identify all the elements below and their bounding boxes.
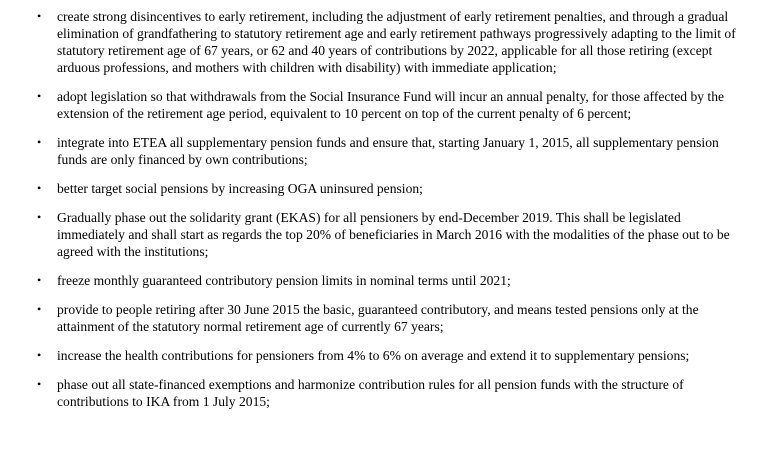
bullet-marker: • [37,273,42,287]
bullet-marker: • [37,377,42,391]
bullet-text: Gradually phase out the solidarity grant (EKAS) for all pensioners by end-December 2019. This shall be legislated immediately and shall start as regards the top 20% of beneficiaries in March 2016 with the modalities of the phase out to be agreed with the institutions; [57,210,730,259]
bullet-item [35,347,742,364]
bullet-marker: • [37,348,42,362]
bullet-marker: • [37,9,42,23]
bullet-item [35,209,742,260]
bullet-marker: • [37,135,42,149]
bullet-item [35,301,742,335]
bullet-item [35,88,742,122]
bullet-text: phase out all state-financed exemptions and harmonize contribution rules for all pension funds with the structure of contributions to IKA from 1 July 2015; [57,377,684,409]
bullet-text: create strong disincentives to early retirement, including the adjustment of early retirement penalties, and through a gradual elimination of grandfathering to statutory retirement age and early retirement pathways progressively adapting to the limit of statutory retirement age of 67 years, or 62 and 40 years of contributions by 2022, applicable for all those retiring (except arduous professions, and mothers with children with disability) with immediate application; [57,9,736,75]
bullet-marker: • [37,302,42,316]
bullet-text: increase the health contributions for pensioners from 4% to 6% on average and extend it to supplementary pensions; [57,348,690,363]
bullet-text: freeze monthly guaranteed contributory pension limits in nominal terms until 2021; [57,273,511,288]
bullet-marker: • [37,89,42,103]
bullet-text: better target social pensions by increasing OGA uninsured pension; [57,181,423,196]
bullet-item [35,134,742,168]
bullet-text: integrate into ETEA all supplementary pension funds and ensure that, starting January 1, 2015, all supplementary pension funds are only financed by own contributions; [57,135,719,167]
bullet-item [35,8,742,76]
bullet-item [35,272,742,289]
bullet-text: adopt legislation so that withdrawals from the Social Insurance Fund will incur an annual penalty, for those affected by the extension of the retirement age period, equivalent to 10 percent on top of the current penalty of 6 percent; [57,89,725,121]
bullet-item [35,376,742,410]
bullet-marker: • [37,181,42,195]
bullet-marker: • [37,210,42,224]
bullet-text: provide to people retiring after 30 June 2015 the basic, guaranteed contributory, and means tested pensions only at the attainment of the statutory normal retirement age of currently 67 years; [57,302,699,334]
bullet-list [35,8,742,410]
bullet-item [35,180,742,197]
